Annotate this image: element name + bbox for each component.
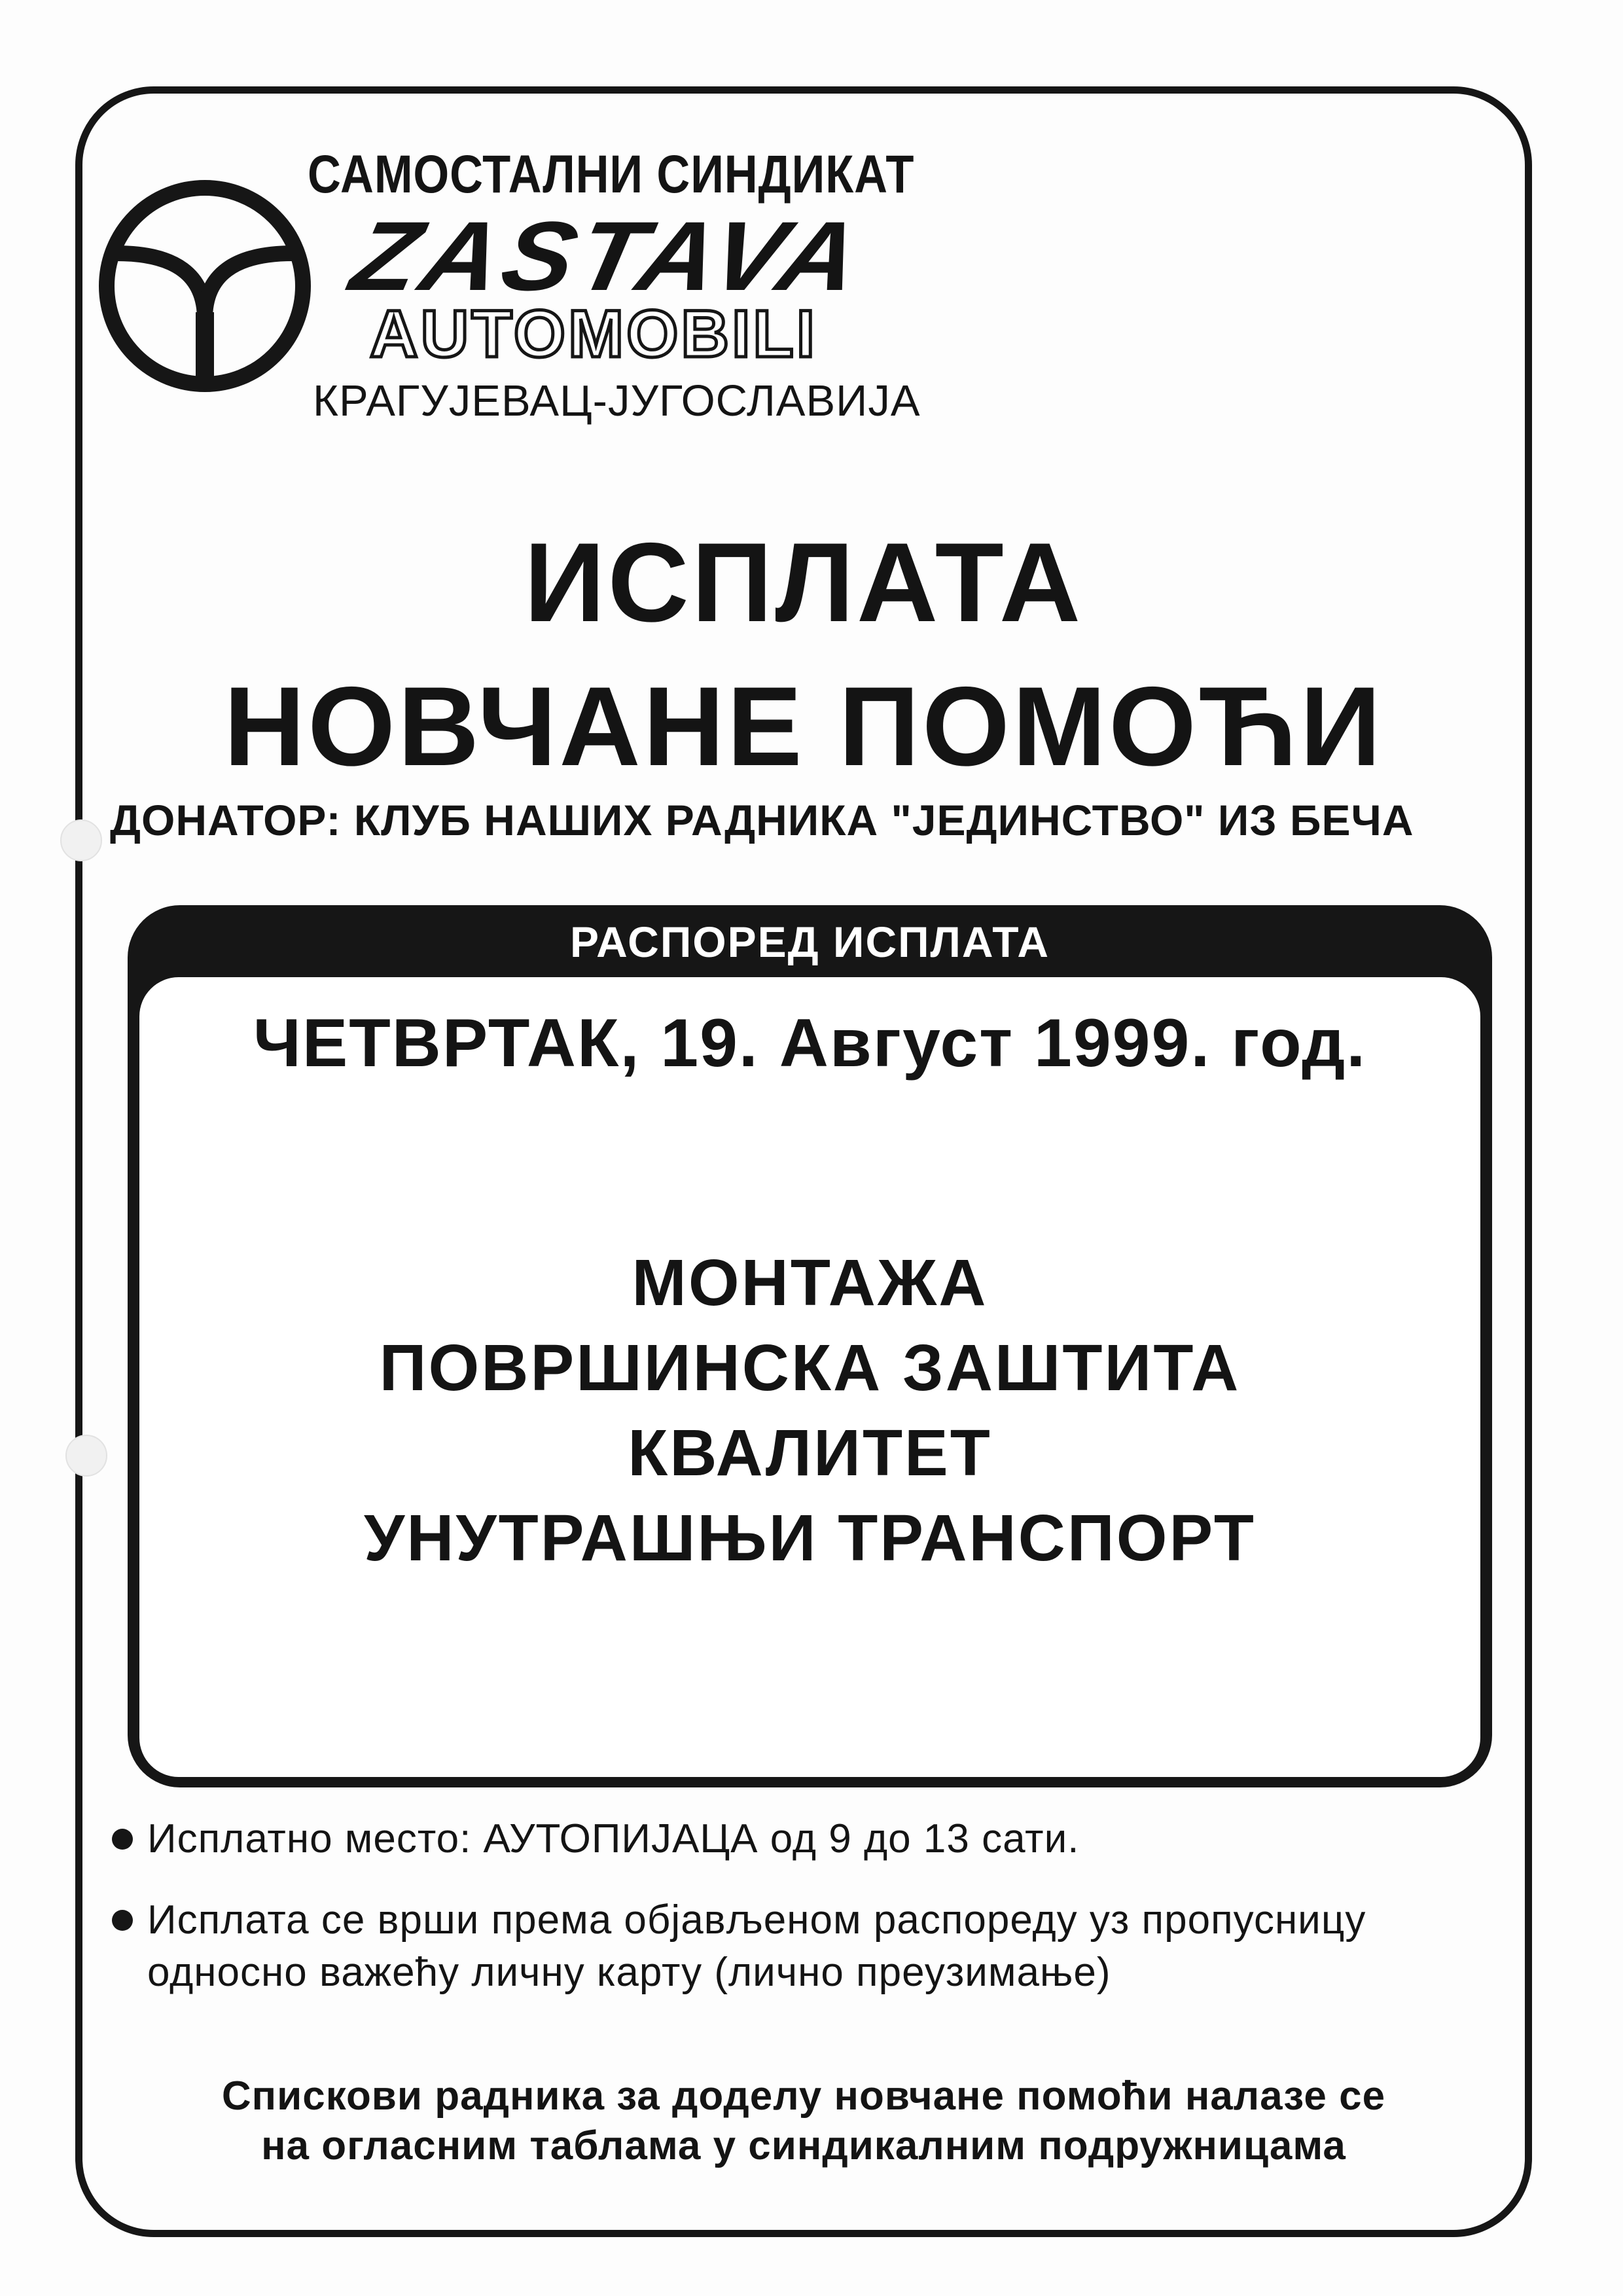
list-item: [108, 1813, 1515, 1865]
note-rule-line-2: односно важећу личну карту (лично преузимање): [147, 1950, 1111, 1995]
footer-note: [75, 2072, 1532, 2171]
main-title: [75, 511, 1532, 798]
schedule-body: [139, 977, 1480, 1777]
note-rule-line-1: Исплата се врши према објављеном распореду уз пропусницу: [147, 1897, 1366, 1943]
department-item: УНУТРАШЊИ ТРАНСПОРТ: [363, 1501, 1256, 1575]
donor-line: ДОНАТОР: КЛУБ НАШИХ РАДНИКА "ЈЕДИНСТВО" ИЗ БЕЧА: [110, 796, 1414, 844]
bullet-icon: [112, 1829, 133, 1850]
title-line-2: НОВЧАНЕ ПОМОЋИ: [223, 664, 1384, 789]
department-list: [139, 1240, 1480, 1581]
schedule-date: ЧЕТВРТАК, 19. Август 1999. год.: [253, 1005, 1367, 1081]
note-place: Исплатно место: АУТОПИЈАЦА од 9 до 13 сати.: [147, 1816, 1080, 1861]
zastava-logo-icon: [97, 178, 313, 394]
brand-name: ZASTAVA: [342, 201, 873, 311]
punch-hole: [65, 1435, 107, 1477]
department-item: ПОВРШИНСКА ЗАШТИТА: [379, 1331, 1241, 1405]
city-line: КРАГУЈЕВАЦ-ЈУГОСЛАВИЈА: [313, 376, 921, 425]
punch-hole: [60, 819, 102, 861]
footer-line-2: на огласним таблама у синдикалним подружницама: [261, 2123, 1346, 2168]
department-item: МОНТАЖА: [632, 1246, 988, 1319]
schedule-header: РАСПОРЕД ИСПЛАТА: [569, 918, 1050, 966]
title-line-1: ИСПЛАТА: [524, 520, 1084, 645]
notes-list: [108, 1813, 1515, 2028]
brand-subtitle: AUTOMOBILI: [370, 296, 818, 371]
department-item: КВАЛИТЕТ: [628, 1416, 992, 1490]
union-name: САМОСТАЛНИ СИНДИКАТ: [308, 145, 915, 204]
list-item: [108, 1894, 1515, 1999]
footer-line-1: Спискови радника за доделу новчане помоћи налазе се: [221, 2073, 1386, 2119]
schedule-box: [128, 905, 1492, 1787]
bullet-icon: [112, 1910, 133, 1931]
